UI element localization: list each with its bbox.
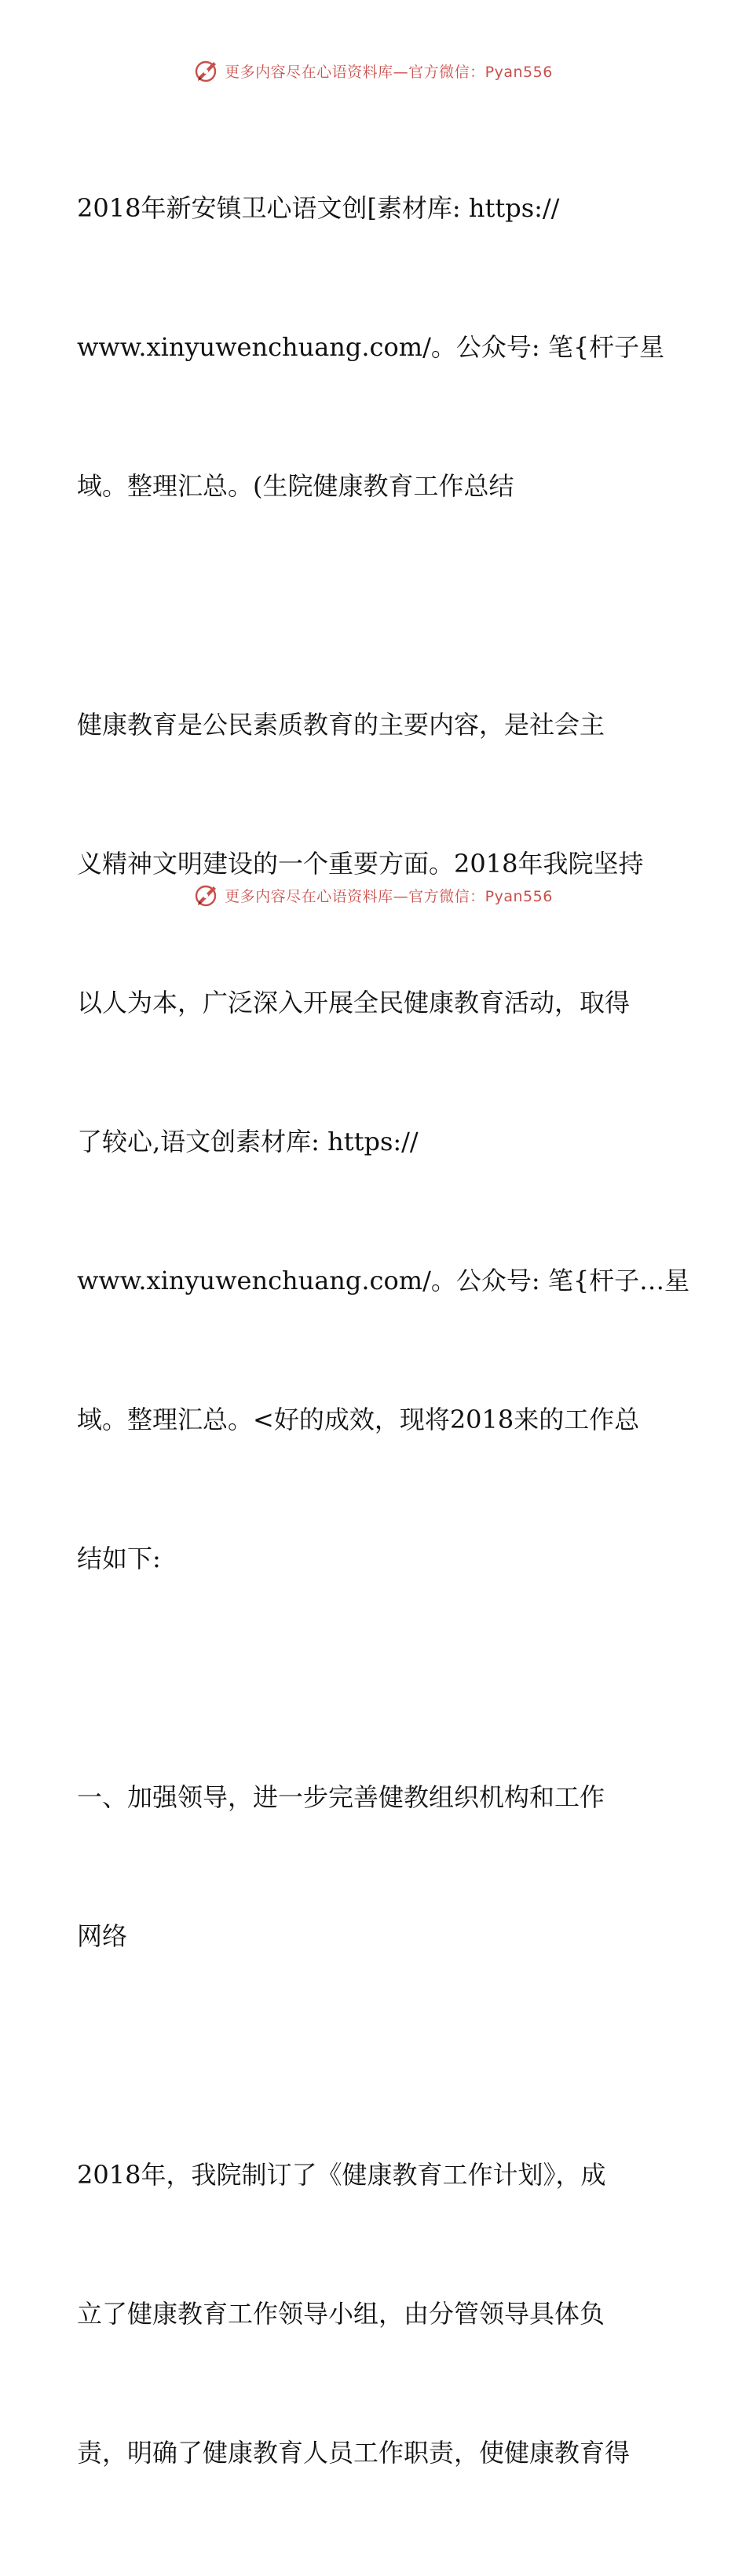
text-line: 2018年新安镇卫心语文创[素材库: https:// <box>77 193 560 223</box>
text-line: 结如下: <box>77 1544 161 1573</box>
section-heading-1 <box>77 1682 682 2052</box>
text-line: 了较心,语文创素材库: https:// <box>77 1127 419 1156</box>
text-line: www.xinyuwenchuang.com/。公众号: 笔{杆子星 <box>77 332 665 362</box>
quill-pen-logo-icon <box>193 882 220 908</box>
text-line: 健康教育是公民素质教育的主要内容，是社会主 <box>77 710 605 740</box>
paragraph-title <box>77 93 682 602</box>
text-line: 以人为本，广泛深入开展全民健康教育活动，取得 <box>77 988 631 1018</box>
text-line: 2018年，我院制订了《健康教育工作计划》，成 <box>77 2160 606 2190</box>
text-line: 一、加强领导，进一步完善健教组织机构和工作 <box>77 1782 605 1812</box>
text-line: 责，明确了健康教育人员工作职责，使健康教育得 <box>77 2438 631 2468</box>
header-watermark-banner <box>0 55 746 86</box>
text-line: 义精神文明建设的一个重要方面。2018年我院坚持 <box>77 849 644 879</box>
text-line: www.xinyuwenchuang.com/。公众号: 笔{杆子…星 <box>77 1266 690 1295</box>
footer-watermark-banner <box>0 879 746 911</box>
paragraph-intro <box>77 609 690 1675</box>
text-line: 立了健康教育工作领导小组，由分管领导具体负 <box>77 2299 605 2329</box>
quill-pen-logo-icon <box>193 57 220 84</box>
banner-text: 更多内容尽在心语资料库—官方微信：Pyan556 <box>225 63 553 81</box>
text-line: 域。整理汇总。(生院健康教育工作总结 <box>77 471 514 501</box>
paragraph-section-1 <box>77 2059 682 2569</box>
text-line: 网络 <box>77 1921 128 1951</box>
document-body <box>77 93 690 2576</box>
banner-text: 更多内容尽在心语资料库—官方微信：Pyan556 <box>225 887 553 905</box>
text-line: 域。整理汇总。<好的成效，现将2018来的工作总 <box>77 1405 640 1434</box>
